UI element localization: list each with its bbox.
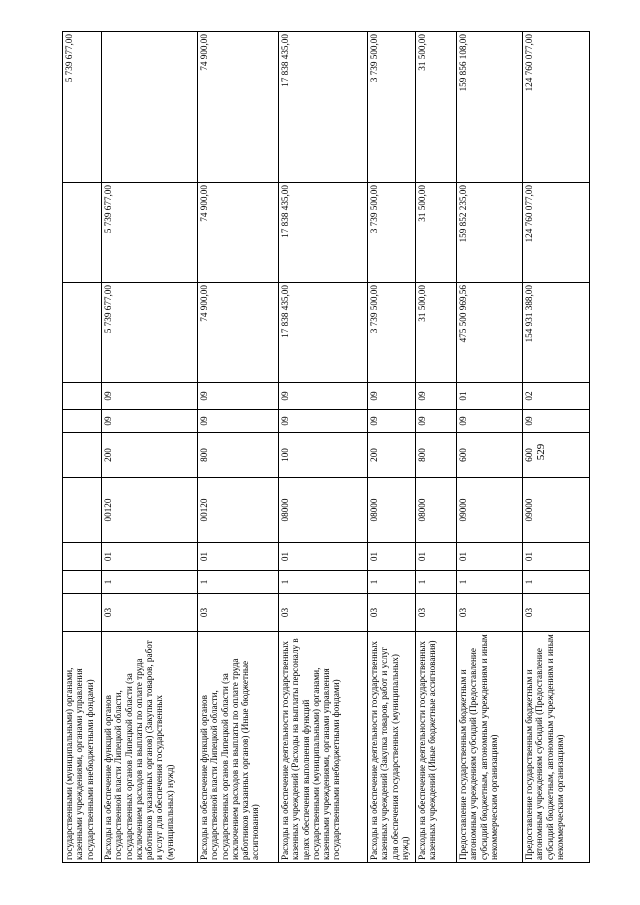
code-cell: 1 xyxy=(198,571,279,594)
amount-cell: 124 760 077,00 xyxy=(523,183,590,283)
code-cell: 00120 xyxy=(198,478,279,543)
code-cell: 01 xyxy=(102,543,198,571)
amount-cell: 5 739 677,00 xyxy=(102,183,198,283)
amount-cell: 159 856 108,00 xyxy=(457,32,523,183)
description-cell: Расходы на обеспечение деятельности государственных казенных учреждений (Расходы на выплаты персоналу в целях обеспечения выполнения функций государственными (муниципальными) органами, казенными учреждениями, органами управления государственными внебюджетными фондами) xyxy=(279,632,368,863)
code-cell: 01 xyxy=(457,543,523,571)
code-cell: 600 xyxy=(523,433,590,478)
code-cell: 01 xyxy=(198,543,279,571)
code-cell: 09 xyxy=(523,410,590,433)
code-cell: 1 xyxy=(102,571,198,594)
code-cell: 03 xyxy=(279,594,368,632)
amount-cell: 5 739 677,00 xyxy=(102,283,198,383)
table-row xyxy=(368,32,416,863)
amount-cell: 74 900,00 xyxy=(198,32,279,183)
code-cell xyxy=(63,543,102,571)
code-cell: 800 xyxy=(416,433,457,478)
code-cell xyxy=(63,433,102,478)
description-cell: Предоставление государственным бюджетным и автономным учреждениям субсидий (Предоставление субсидий бюджетным, автономным учреждениям и иным некоммерческим организациям) xyxy=(457,632,523,863)
code-cell xyxy=(63,383,102,410)
code-cell: 100 xyxy=(279,433,368,478)
code-cell: 09 xyxy=(102,410,198,433)
code-cell: 00120 xyxy=(102,478,198,543)
description-cell: Расходы на обеспечение функций органов государственной власти Липецкой области, государственных органов Липецкой области (за исключением расходов на выплаты по оплате труда работников указанных органов) (Закупка товаров, работ и услуг для обеспечения государственных (муниципальных) нужд) xyxy=(102,632,198,863)
code-cell: 09 xyxy=(416,383,457,410)
code-cell: 09 xyxy=(198,410,279,433)
table-row xyxy=(523,32,590,863)
code-cell: 600 xyxy=(457,433,523,478)
table-row xyxy=(416,32,457,863)
description-cell: государственными (муниципальными) органами, казенными учреждениями, органами управления государственными внебюджетными фондами) xyxy=(63,632,102,863)
amount-cell: 74 900,00 xyxy=(198,183,279,283)
amount-cell: 3 739 500,00 xyxy=(368,283,416,383)
table-body xyxy=(63,32,590,863)
amount-cell: 31 500,00 xyxy=(416,183,457,283)
amount-cell: 5 739 677,00 xyxy=(63,32,102,183)
code-cell: 800 xyxy=(198,433,279,478)
table-row xyxy=(457,32,523,863)
amount-cell: 17 838 435,00 xyxy=(279,183,368,283)
code-cell: 09 xyxy=(279,383,368,410)
code-cell: 03 xyxy=(416,594,457,632)
code-cell: 01 xyxy=(279,543,368,571)
description-cell: Расходы на обеспечение деятельности государственных казенных учреждений (Иные бюджетные ассигнования) xyxy=(416,632,457,863)
description-cell: Расходы на обеспечение деятельности государственных казенных учреждений (Закупка товаров, работ и услуг для обеспечения государственных (муниципальных) нужд) xyxy=(368,632,416,863)
description-cell: Предоставление государственным бюджетным и автономным учреждениям субсидий (Предоставление субсидий бюджетным, автономным учреждениям и иным некоммерческим организациям) xyxy=(523,632,590,863)
code-cell: 02 xyxy=(523,383,590,410)
code-cell: 09 xyxy=(368,410,416,433)
amount-cell: 3 739 500,00 xyxy=(368,32,416,183)
code-cell: 03 xyxy=(523,594,590,632)
amount-cell xyxy=(63,283,102,383)
page-number: 529 xyxy=(535,443,547,461)
table-row xyxy=(198,32,279,863)
code-cell: 03 xyxy=(457,594,523,632)
amount-cell: 3 739 500,00 xyxy=(368,183,416,283)
table-row xyxy=(63,32,102,863)
amount-cell: 17 838 435,00 xyxy=(279,283,368,383)
code-cell: 09000 xyxy=(523,478,590,543)
code-cell: 1 xyxy=(457,571,523,594)
code-cell: 08000 xyxy=(416,478,457,543)
code-cell: 1 xyxy=(279,571,368,594)
amount-cell xyxy=(63,183,102,283)
code-cell: 01 xyxy=(416,543,457,571)
code-cell: 1 xyxy=(523,571,590,594)
amount-cell: 17 838 435,00 xyxy=(279,32,368,183)
code-cell: 01 xyxy=(368,543,416,571)
amount-cell: 31 500,00 xyxy=(416,32,457,183)
code-cell: 03 xyxy=(102,594,198,632)
amount-cell: 154 931 388,00 xyxy=(523,283,590,383)
amount-cell: 159 852 235,00 xyxy=(457,183,523,283)
code-cell: 08000 xyxy=(368,478,416,543)
amount-cell: 31 500,00 xyxy=(416,283,457,383)
budget-table xyxy=(62,31,590,863)
description-cell: Расходы на обеспечение функций органов государственной власти Липецкой области, государственных органов Липецкой области (за исключением расходов на выплаты по оплате труда работников указанных органов) (Иные бюджетные ассигнования) xyxy=(198,632,279,863)
code-cell xyxy=(63,594,102,632)
code-cell: 200 xyxy=(368,433,416,478)
code-cell: 01 xyxy=(523,543,590,571)
code-cell: 09 xyxy=(457,410,523,433)
code-cell: 200 xyxy=(102,433,198,478)
amount-cell: 475 500 969,56 xyxy=(457,283,523,383)
code-cell: 03 xyxy=(368,594,416,632)
code-cell: 09 xyxy=(198,383,279,410)
code-cell: 08000 xyxy=(279,478,368,543)
code-cell: 09 xyxy=(368,383,416,410)
code-cell xyxy=(63,410,102,433)
table-row xyxy=(279,32,368,863)
code-cell: 01 xyxy=(457,383,523,410)
code-cell: 09000 xyxy=(457,478,523,543)
amount-cell xyxy=(102,32,198,183)
code-cell: 09 xyxy=(102,383,198,410)
rotated-table-container xyxy=(62,32,589,863)
amount-cell: 124 760 077,00 xyxy=(523,32,590,183)
table-row xyxy=(102,32,198,863)
code-cell: 1 xyxy=(416,571,457,594)
code-cell xyxy=(63,571,102,594)
code-cell: 1 xyxy=(368,571,416,594)
code-cell: 09 xyxy=(416,410,457,433)
code-cell: 03 xyxy=(198,594,279,632)
code-cell: 09 xyxy=(279,410,368,433)
amount-cell: 74 900,00 xyxy=(198,283,279,383)
code-cell xyxy=(63,478,102,543)
